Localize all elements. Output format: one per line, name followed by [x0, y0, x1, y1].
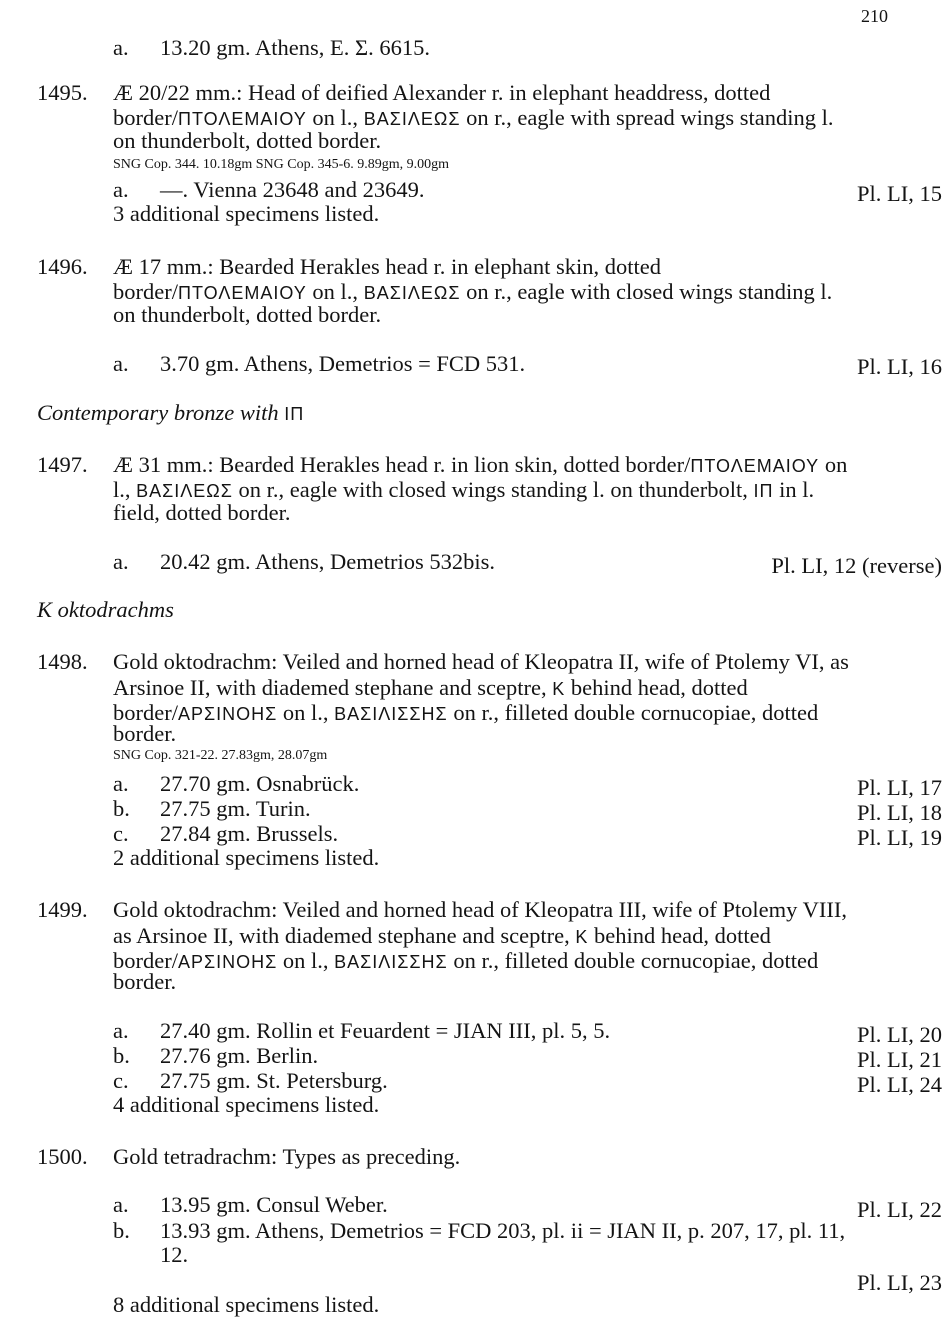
specimen-text: 27.75 gm. Turin.	[160, 796, 311, 821]
entry-1496-line3: on thunderbolt, dotted border.	[113, 302, 382, 327]
specimen-text: 13.20 gm. Athens, E. Σ. 6615.	[160, 35, 430, 60]
plate-reference: Pl. LI, 12 (reverse)	[771, 553, 942, 578]
entry-1496-line2: border/ΠΤΟΛΕΜΑΙΟΥ on l., ΒΑΣΙΛΕΩΣ on r., eagle with closed wings standing l.	[113, 279, 833, 304]
specimen-label: a.	[113, 35, 129, 60]
specimen-text: 27.40 gm. Rollin et Feuardent = JIAN III, pl. 5, 5.	[160, 1018, 611, 1043]
greek-legend: ΒΑΣΙΛΕΩΣ	[136, 481, 233, 501]
greek-legend: ΠΤΟΛΕΜΑΙΟΥ	[177, 283, 307, 303]
specimen-label: a.	[113, 549, 129, 574]
specimen-label: a.	[113, 1018, 129, 1043]
entry-number-1496: 1496.	[37, 254, 88, 279]
entry-1499-line3: border/ΑΡΣΙΝΟΗΣ on l., ΒΑΣΙΛΙΣΣΗΣ on r., filleted double cornucopiae, dotted	[113, 948, 819, 973]
plate-reference: Pl. LI, 21	[856, 1047, 942, 1072]
specimen-label: c.	[113, 821, 129, 846]
plate-reference: Pl. LI, 15	[856, 181, 942, 206]
entry-1497-line3: field, dotted border.	[113, 500, 291, 525]
plate-reference: Pl. LI, 19	[856, 825, 942, 850]
entry-number-1500: 1500.	[37, 1144, 88, 1169]
greek-legend: ΒΑΣΙΛΙΣΣΗΣ	[334, 704, 448, 724]
plate-reference: Pl. LI, 20	[856, 1022, 942, 1047]
additional-specimens: 2 additional specimens listed.	[113, 845, 380, 870]
greek-legend: ΙΠ	[753, 481, 774, 501]
entry-number-1498: 1498.	[37, 649, 88, 674]
specimen-label: a.	[113, 1192, 129, 1217]
specimen-label: b.	[113, 1218, 130, 1243]
entry-1500-line1: Gold tetradrachm: Types as preceding.	[113, 1144, 461, 1169]
plate-reference: Pl. LI, 23	[856, 1270, 942, 1295]
entry-1498-line1: Gold oktodrachm: Veiled and horned head of Kleopatra II, wife of Ptolemy VI, as	[113, 649, 849, 674]
section-heading-oktodrachms: K oktodrachms	[37, 597, 174, 622]
specimen-label: b.	[113, 1043, 130, 1068]
specimen-text: 27.75 gm. St. Petersburg.	[160, 1068, 388, 1093]
specimen-text: 27.70 gm. Osnabrück.	[160, 771, 360, 796]
greek-legend: Κ	[575, 927, 589, 947]
specimen-text: 27.76 gm. Berlin.	[160, 1043, 319, 1068]
greek-legend: ΒΑΣΙΛΕΩΣ	[363, 283, 461, 303]
specimen-label: c.	[113, 1068, 129, 1093]
entry-1495-line2: border/ΠΤΟΛΕΜΑΙΟΥ on l., ΒΑΣΙΛΕΩΣ on r., eagle with spread wings standing l.	[113, 105, 834, 130]
greek-legend: ΠΤΟΛΕΜΑΙΟΥ	[177, 109, 307, 129]
plate-reference: Pl. LI, 22	[856, 1197, 942, 1222]
entry-number-1495: 1495.	[37, 80, 88, 105]
entry-number-1497: 1497.	[37, 452, 88, 477]
entry-1495-line3: on thunderbolt, dotted border.	[113, 128, 382, 153]
entry-1498-line2: Arsinoe II, with diademed stephane and sceptre, Κ behind head, dotted	[113, 675, 748, 700]
section-heading-bronze: Contemporary bronze with ΙΠ	[37, 400, 305, 425]
entry-1495-line1: Æ 20/22 mm.: Head of deified Alexander r. in elephant headdress, dotted	[113, 80, 771, 105]
specimen-text: 27.84 gm. Brussels.	[160, 821, 339, 846]
greek-legend: ΑΡΣΙΝΟΗΣ	[177, 704, 278, 724]
specimen-label: a.	[113, 351, 129, 376]
entry-1498-line4: border.	[113, 721, 177, 746]
additional-specimens: 8 additional specimens listed.	[113, 1292, 380, 1317]
plate-reference: Pl. LI, 16	[856, 354, 942, 379]
page-number: 210	[861, 6, 888, 26]
entry-1497-line1: Æ 31 mm.: Bearded Herakles head r. in lion skin, dotted border/ΠΤΟΛΕΜΑΙΟΥ on	[113, 452, 848, 477]
entry-1496-line1: Æ 17 mm.: Bearded Herakles head r. in elephant skin, dotted	[113, 254, 661, 279]
greek-legend: Κ	[552, 679, 566, 699]
plate-reference: Pl. LI, 24	[856, 1072, 942, 1097]
specimen-text: 3.70 gm. Athens, Demetrios = FCD 531.	[160, 351, 526, 376]
plate-reference: Pl. LI, 17	[856, 775, 942, 800]
greek-legend: ΒΑΣΙΛΕΩΣ	[363, 109, 461, 129]
entry-1499-line2: as Arsinoe II, with diademed stephane and sceptre, Κ behind head, dotted	[113, 923, 771, 948]
entry-1497-line2: l., ΒΑΣΙΛΕΩΣ on r., eagle with closed wings standing l. on thunderbolt, ΙΠ in l.	[113, 477, 815, 502]
greek-legend: ΑΡΣΙΝΟΗΣ	[177, 952, 278, 972]
specimen-text-continued: 12.	[160, 1242, 189, 1267]
entry-1499-line1: Gold oktodrachm: Veiled and horned head of Kleopatra III, wife of Ptolemy VIII,	[113, 897, 847, 922]
additional-specimens: 4 additional specimens listed.	[113, 1092, 380, 1117]
sng-reference: SNG Cop. 344. 10.18gm SNG Cop. 345-6. 9.89gm, 9.00gm	[113, 157, 450, 172]
plate-reference: Pl. LI, 18	[856, 800, 942, 825]
specimen-label: a.	[113, 771, 129, 796]
specimen-text: 13.93 gm. Athens, Demetrios = FCD 203, pl. ii = JIAN II, p. 207, 17, pl. 11,	[160, 1218, 846, 1243]
specimen-label: b.	[113, 796, 130, 821]
sng-reference: SNG Cop. 321-22. 27.83gm, 28.07gm	[113, 748, 328, 763]
specimen-text: 13.95 gm. Consul Weber.	[160, 1192, 388, 1217]
specimen-text: —. Vienna 23648 and 23649.	[160, 177, 425, 202]
greek-legend: ΠΤΟΛΕΜΑΙΟΥ	[690, 456, 820, 476]
specimen-text: 20.42 gm. Athens, Demetrios 532bis.	[160, 549, 495, 574]
greek-legend: ΙΠ	[284, 404, 305, 424]
entry-1498-line3: border/ΑΡΣΙΝΟΗΣ on l., ΒΑΣΙΛΙΣΣΗΣ on r., filleted double cornucopiae, dotted	[113, 700, 819, 725]
specimen-label: a.	[113, 177, 129, 202]
entry-number-1499: 1499.	[37, 897, 88, 922]
greek-legend: ΒΑΣΙΛΙΣΣΗΣ	[334, 952, 448, 972]
entry-1499-line4: border.	[113, 969, 177, 994]
additional-specimens: 3 additional specimens listed.	[113, 201, 380, 226]
